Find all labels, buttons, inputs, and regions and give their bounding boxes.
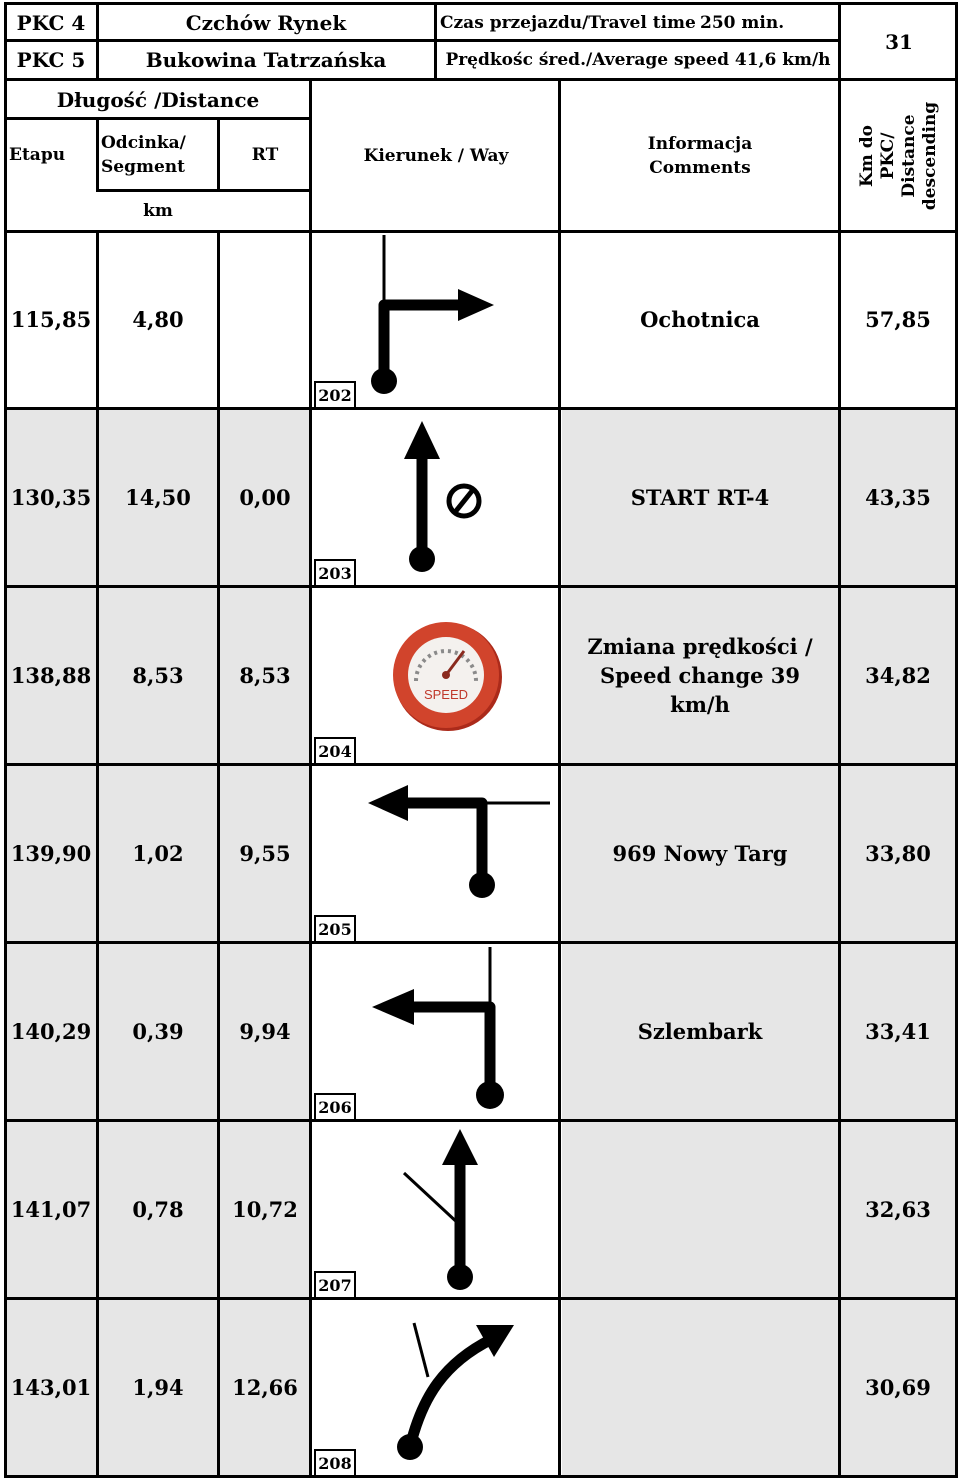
grid-line	[4, 78, 958, 81]
info-text: Zmiana prędkości / Speed change 39 km/h	[587, 634, 813, 717]
stage-km: 141,07	[10, 1197, 92, 1222]
rt-header: RT	[251, 145, 279, 165]
page-number: 31	[885, 30, 913, 54]
grid-line	[434, 2, 437, 80]
row-number: 207	[314, 1271, 356, 1299]
way-header: Kierunek / Way	[363, 146, 509, 166]
segment-km: 0,78	[132, 1197, 184, 1222]
row-number: 204	[314, 737, 356, 765]
info-text: Ochotnica	[640, 307, 760, 332]
row-number: 202	[314, 381, 356, 409]
rt-km: 10,72	[232, 1197, 298, 1222]
grid-line	[4, 117, 312, 120]
rt-km	[220, 232, 310, 407]
rt-km: 12,66	[232, 1375, 298, 1400]
travel-time-value: 250 min.	[700, 13, 785, 33]
row-number: 203	[314, 559, 356, 587]
distance-header: Długość /Distance	[56, 88, 260, 112]
grid-line	[558, 80, 561, 1478]
km-descending: 32,63	[865, 1197, 931, 1222]
svg-text:SPEED: SPEED	[423, 687, 469, 702]
segment-km: 1,02	[132, 841, 184, 866]
grid-line	[4, 2, 958, 5]
km-descending: 34,82	[865, 663, 931, 688]
grid-line	[96, 117, 99, 192]
segment-km: 0,39	[132, 1019, 184, 1044]
rt-km: 0,00	[239, 485, 291, 510]
grid-line	[217, 117, 220, 192]
info-text: 969 Nowy Targ	[612, 841, 788, 866]
km-descending: 33,80	[865, 841, 931, 866]
pkc-from-place: Czchów Rynek	[185, 11, 347, 35]
km-descending: 30,69	[865, 1375, 931, 1400]
rt-km: 9,94	[239, 1019, 291, 1044]
rt-km: 8,53	[239, 663, 291, 688]
segment-km: 14,50	[125, 485, 191, 510]
pkc-to-label: PKC 5	[16, 48, 86, 72]
km-header: km	[143, 201, 173, 221]
stage-header: Etapu	[9, 145, 66, 165]
stage-km: 115,85	[10, 307, 92, 332]
stage-km: 140,29	[10, 1019, 92, 1044]
segment-km: 4,80	[132, 307, 184, 332]
average-speed-label: Prędkośc śred./Average speed 41,6 km/h	[445, 50, 831, 70]
segment-header: Odcinka/ Segment	[101, 133, 186, 177]
km-descending: 57,85	[865, 307, 931, 332]
info-text	[562, 1300, 838, 1475]
grid-line	[4, 1475, 958, 1478]
grid-line	[4, 39, 840, 42]
segment-km: 1,94	[132, 1375, 184, 1400]
info-header: Informacja Comments	[647, 134, 753, 178]
pkc-to-place: Bukowina Tatrzańska	[145, 48, 387, 72]
grid-line	[96, 2, 99, 80]
travel-time-label: Czas przejazdu/Travel time	[440, 13, 696, 33]
grid-line	[96, 189, 312, 192]
pkc-from-label: PKC 4	[16, 11, 86, 35]
km-descending-header: Km do PKC/ Distance descending	[857, 101, 940, 211]
row-number: 208	[314, 1449, 356, 1477]
info-text	[562, 1122, 838, 1297]
stage-km: 130,35	[10, 485, 92, 510]
stage-km: 143,01	[10, 1375, 92, 1400]
km-descending: 33,41	[865, 1019, 931, 1044]
row-number: 206	[314, 1093, 356, 1121]
info-text: START RT-4	[630, 485, 770, 510]
stage-km: 139,90	[10, 841, 92, 866]
rt-km: 9,55	[239, 841, 291, 866]
row-number: 205	[314, 915, 356, 943]
info-text: Szlembark	[637, 1019, 763, 1044]
stage-km: 138,88	[10, 663, 92, 688]
km-descending: 43,35	[865, 485, 931, 510]
segment-km: 8,53	[132, 663, 184, 688]
